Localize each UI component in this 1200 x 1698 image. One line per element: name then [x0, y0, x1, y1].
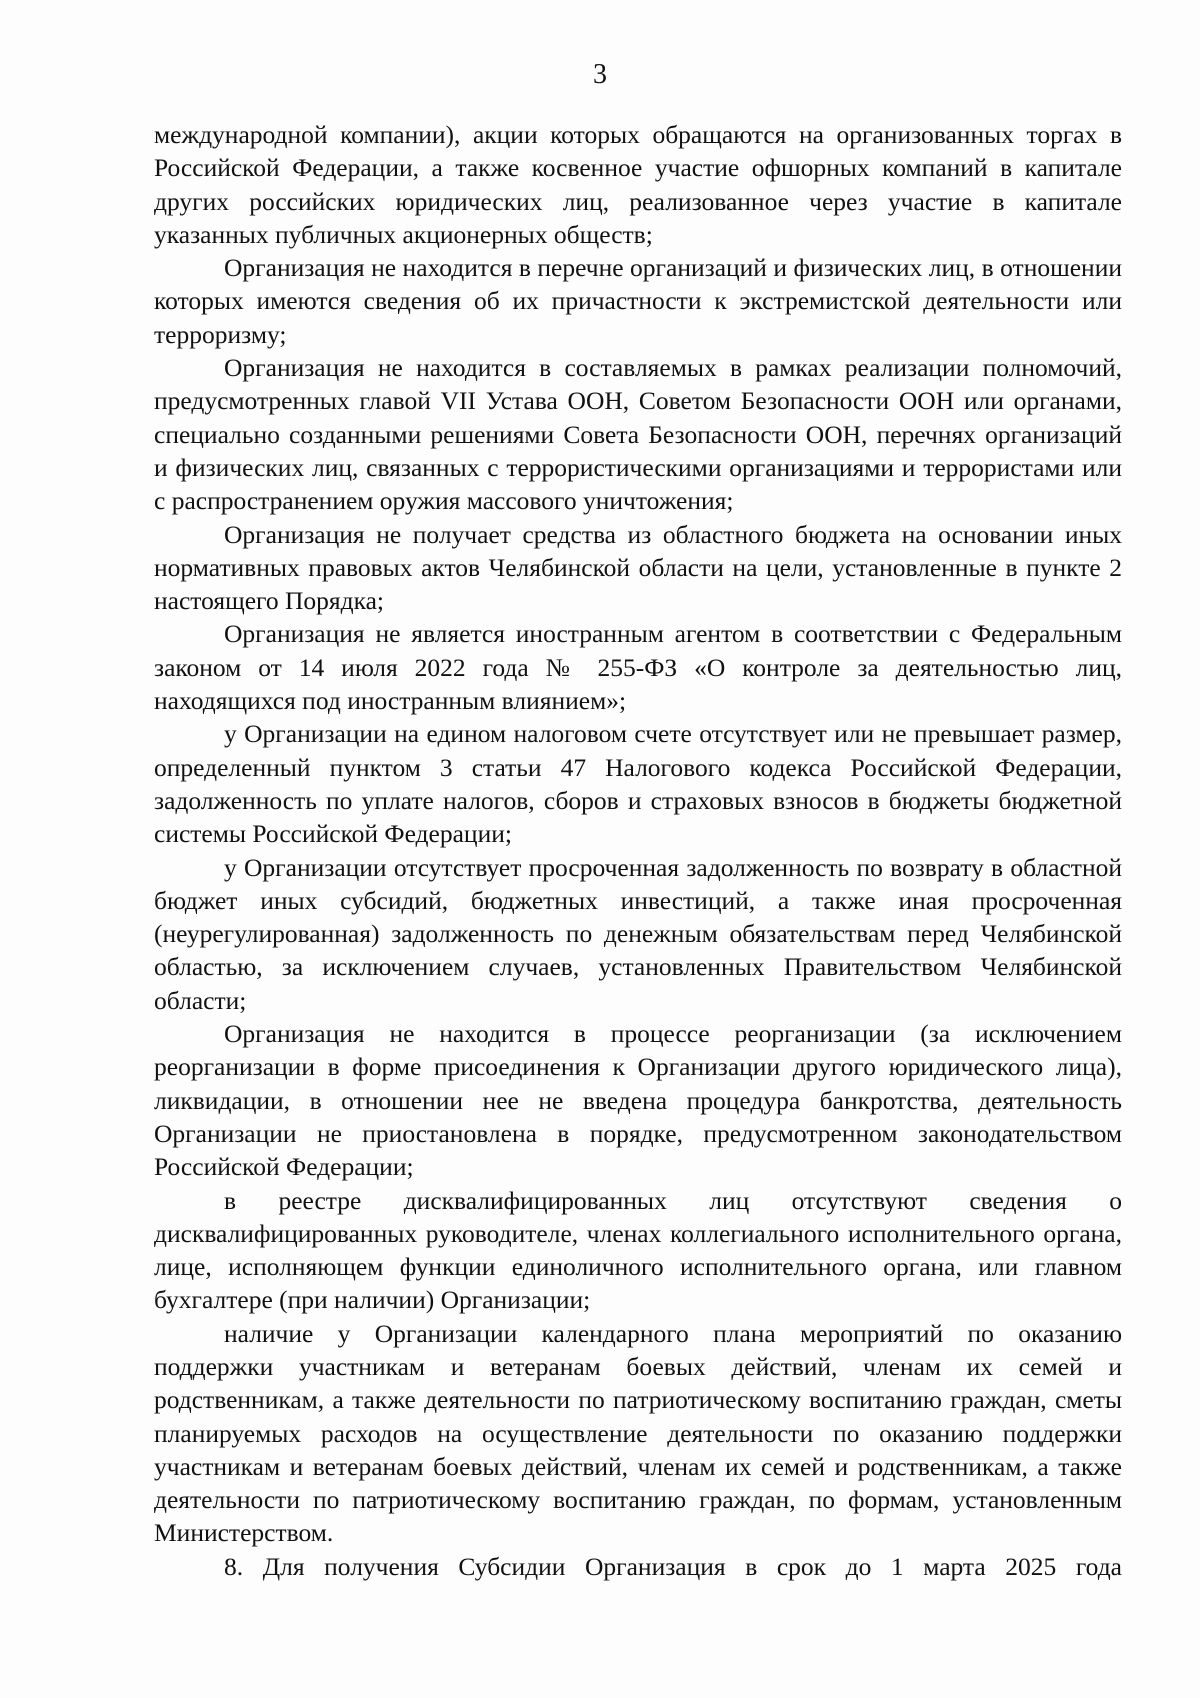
paragraph-offshore-participation: международной компании), акции которых обращаются на организованных торгах в Российской Федерации, а также косвенное участие офшорных компаний в капитале других российских юридических лиц, реализованное через участие в капитале указанных публичных акционерных обществ; — [154, 120, 1122, 249]
paragraph-event-plan: наличие у Организации календарного плана мероприятий по оказанию поддержки участникам и ветеранам боевых действий, членам их семей и родственникам, а также деятельности по патриотическому воспитанию граждан, сметы планируемых расходов на осуществление деятельности по оказанию поддержки участникам и ветеранам боевых действий, членам их семей и родственникам, а также деятельности по патриотическому воспитанию граждан, по формам, установленным Министерством. — [154, 1318, 1122, 1548]
paragraph-overdue-debt: у Организации отсутствует просроченная задолженность по возврату в областной бюджет иных субсидий, бюджетных инвестиций, а также иная просроченная (неурегулированная) задолженность по денежным обязательствам перед Челябинской областью, за исключением случаев, установленных Правительством Челябинской области; — [154, 852, 1122, 1015]
page-number: 3 — [593, 59, 607, 90]
paragraph-disqualified-persons: в реестре дисквалифицированных лиц отсутствуют сведения о дисквалифицированных руководителе, членах коллегиального исполнительного органа, лице, исполняющем функции единоличного исполнительного органа, или главном бухгалтере (при наличии) Организации; — [154, 1185, 1122, 1315]
paragraph-un-sanctions-list: Организация не находится в составляемых в рамках реализации полномочий, предусмотренных главой VII Устава ООН, Советом Безопасности ООН или органами, специально созданными решениями Совета Безопасности ООН, перечнях организаций и физических лиц, связанных с террористическими организациями и террористами или с распространением оружия массового уничтожения; — [154, 353, 1122, 516]
paragraph-foreign-agent: Организация не является иностранным агентом в соответствии с Федеральным законом от 14 июля 2022 года № 255-ФЗ «О контроле за деятельностью лиц, находящихся под иностранным влиянием»; — [154, 619, 1122, 716]
paragraph-tax-debt: у Организации на едином налоговом счете отсутствует или не превышает размер, определенный пунктом 3 статьи 47 Налогового кодекса Российской Федерации, задолженность по уплате налогов, сборов и страховых взносов в бюджеты бюджетной системы Российской Федерации; — [154, 719, 1122, 849]
paragraph-extremism-list: Организация не находится в перечне организаций и физических лиц, в отношении которых имеются сведения об их причастности к экстремистской деятельности или терроризму; — [154, 253, 1122, 349]
paragraph-regional-budget-funds: Организация не получает средства из областного бюджета на основании иных нормативных правовых актов Челябинской области на цели, установленные в пункте 2 настоящего Порядка; — [154, 519, 1122, 616]
paragraph-item-8: 8. Для получения Субсидии Организация в срок до 1 марта 2025 года — [224, 1551, 1122, 1581]
document-body — [154, 118, 1122, 1583]
paragraph-reorganization: Организация не находится в процессе реорганизации (за исключением реорганизации в форме присоединения к Организации другого юридического лица), ликвидации, в отношении нее не введена процедура банкротства, деятельность Организации не приостановлена в порядке, предусмотренном законодательством Российской Федерации; — [154, 1019, 1122, 1182]
